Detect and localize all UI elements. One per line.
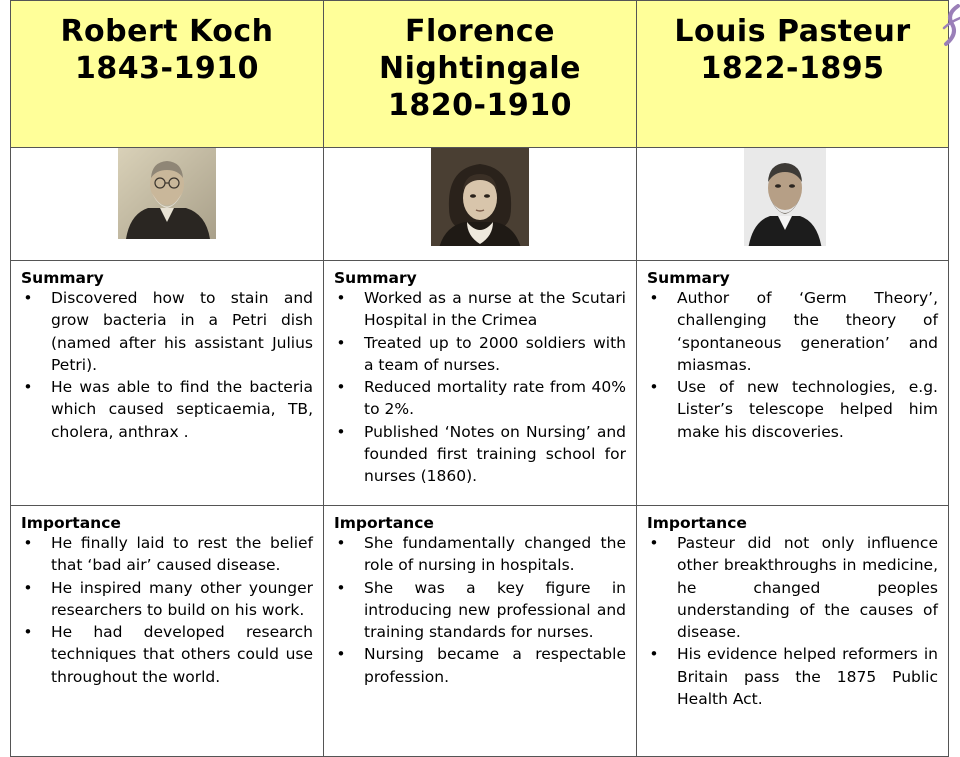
florence-nightingale-portrait-icon <box>431 148 529 246</box>
list-item-text: His evidence helped reformers in Britain pass the 1875 Public Health Act. <box>677 645 938 709</box>
summary-heading: Summary <box>21 269 104 287</box>
header-cell-koch <box>11 1 324 148</box>
bullet-icon: • <box>649 289 659 307</box>
list-item <box>647 287 938 376</box>
summary-heading: Summary <box>334 269 417 287</box>
dates-heading: 1822-1895 <box>700 51 885 86</box>
bullet-icon: • <box>23 578 33 597</box>
list-item <box>21 621 313 688</box>
list-item-text: Worked as a nurse at the Scutari Hospital in the Crimea <box>364 289 626 330</box>
summary-row <box>11 261 949 506</box>
name-heading-line2: Nightingale <box>378 51 582 86</box>
list-item <box>21 287 313 376</box>
importance-cell-koch <box>11 506 324 757</box>
list-item <box>334 287 626 332</box>
importance-list <box>647 532 938 710</box>
bullet-icon: • <box>336 645 346 664</box>
list-item <box>334 421 626 488</box>
summary-cell-nightingale <box>324 261 637 506</box>
list-item-text: She fundamentally changed the role of nursing in hospitals. <box>364 534 626 575</box>
list-item <box>21 577 313 622</box>
name-heading: Florence <box>404 14 555 49</box>
bullet-icon: • <box>336 534 346 552</box>
list-item-text: Use of new technologies, e.g. Lister’s telescope helped him make his discoveries. <box>677 378 938 441</box>
bullet-icon: • <box>23 289 33 307</box>
list-item-text: She was a key figure in introducing new professional and training standards for nurses. <box>364 578 626 642</box>
importance-cell-nightingale <box>324 506 637 757</box>
importance-heading: Importance <box>21 514 121 532</box>
summary-list <box>334 287 626 488</box>
importance-list <box>334 532 626 688</box>
bullet-icon: • <box>336 578 346 597</box>
list-item <box>334 376 626 421</box>
bullet-icon: • <box>23 534 33 552</box>
summary-cell-koch <box>11 261 324 506</box>
list-item-text: He was able to find the bacteria which caused septicaemia, TB, cholera, anthrax . <box>51 378 313 441</box>
list-item-text: He inspired many other younger researchers to build on his work. <box>51 578 313 619</box>
list-item-text: Nursing became a respectable profession. <box>364 645 626 686</box>
dates-heading: 1843-1910 <box>75 51 259 86</box>
list-item-text: Reduced mortality rate from 40% to 2%. <box>364 378 626 419</box>
comparison-table-wrapper <box>10 0 948 719</box>
bullet-icon: • <box>649 378 659 397</box>
header-cell-nightingale <box>324 1 637 148</box>
portrait-cell-koch <box>11 148 324 261</box>
dates-heading: 1820-1910 <box>388 88 572 123</box>
list-item <box>647 532 938 643</box>
name-heading: Louis Pasteur <box>674 14 911 49</box>
portrait-row <box>11 148 949 261</box>
list-item <box>21 376 313 443</box>
list-item <box>334 532 626 577</box>
summary-list <box>21 287 313 443</box>
summary-list <box>647 287 938 443</box>
list-item <box>21 532 313 577</box>
list-item-text: Published ‘Notes on Nursing’ and founded first training school for nurses (1860). <box>364 422 626 486</box>
bullet-icon: • <box>23 378 33 397</box>
bullet-icon: • <box>336 422 346 441</box>
comparison-table <box>10 0 949 757</box>
summary-cell-pasteur <box>637 261 949 506</box>
list-item-text: He had developed research techniques that others could use throughout the world. <box>51 623 313 686</box>
decorative-ribbon-icon <box>940 4 960 50</box>
header-cell-pasteur <box>637 1 949 148</box>
importance-heading: Importance <box>647 514 747 532</box>
list-item <box>334 332 626 377</box>
list-item <box>334 577 626 644</box>
portrait-cell-nightingale <box>324 148 637 261</box>
list-item-text: Discovered how to stain and grow bacteria in a Petri dish (named after his assistant Julius Petri). <box>51 289 313 374</box>
portrait-cell-pasteur <box>637 148 949 261</box>
summary-heading: Summary <box>647 269 730 287</box>
bullet-icon: • <box>23 623 33 642</box>
bullet-icon: • <box>336 378 346 397</box>
list-item-text: Pasteur did not only influence other breakthroughs in medicine, he changed peoples understanding of the causes of disease. <box>677 534 938 642</box>
importance-cell-pasteur <box>637 506 949 757</box>
name-heading: Robert Koch <box>60 14 274 49</box>
list-item-text: Author of ‘Germ Theory’, challenging the theory of ‘spontaneous generation’ and miasmas. <box>677 289 938 374</box>
bullet-icon: • <box>336 333 346 352</box>
list-item <box>647 376 938 443</box>
importance-row <box>11 506 949 757</box>
importance-list <box>21 532 313 688</box>
bullet-icon: • <box>649 534 659 552</box>
louis-pasteur-portrait-icon <box>744 148 842 246</box>
list-item-text: He finally laid to rest the belief that ‘bad air’ caused disease. <box>51 534 313 575</box>
list-item <box>334 643 626 688</box>
header-row <box>11 1 949 148</box>
robert-koch-portrait-icon <box>118 148 216 246</box>
bullet-icon: • <box>649 645 659 664</box>
list-item <box>647 643 938 710</box>
importance-heading: Importance <box>334 514 434 532</box>
bullet-icon: • <box>336 289 346 307</box>
list-item-text: Treated up to 2000 soldiers with a team of nurses. <box>364 333 626 374</box>
